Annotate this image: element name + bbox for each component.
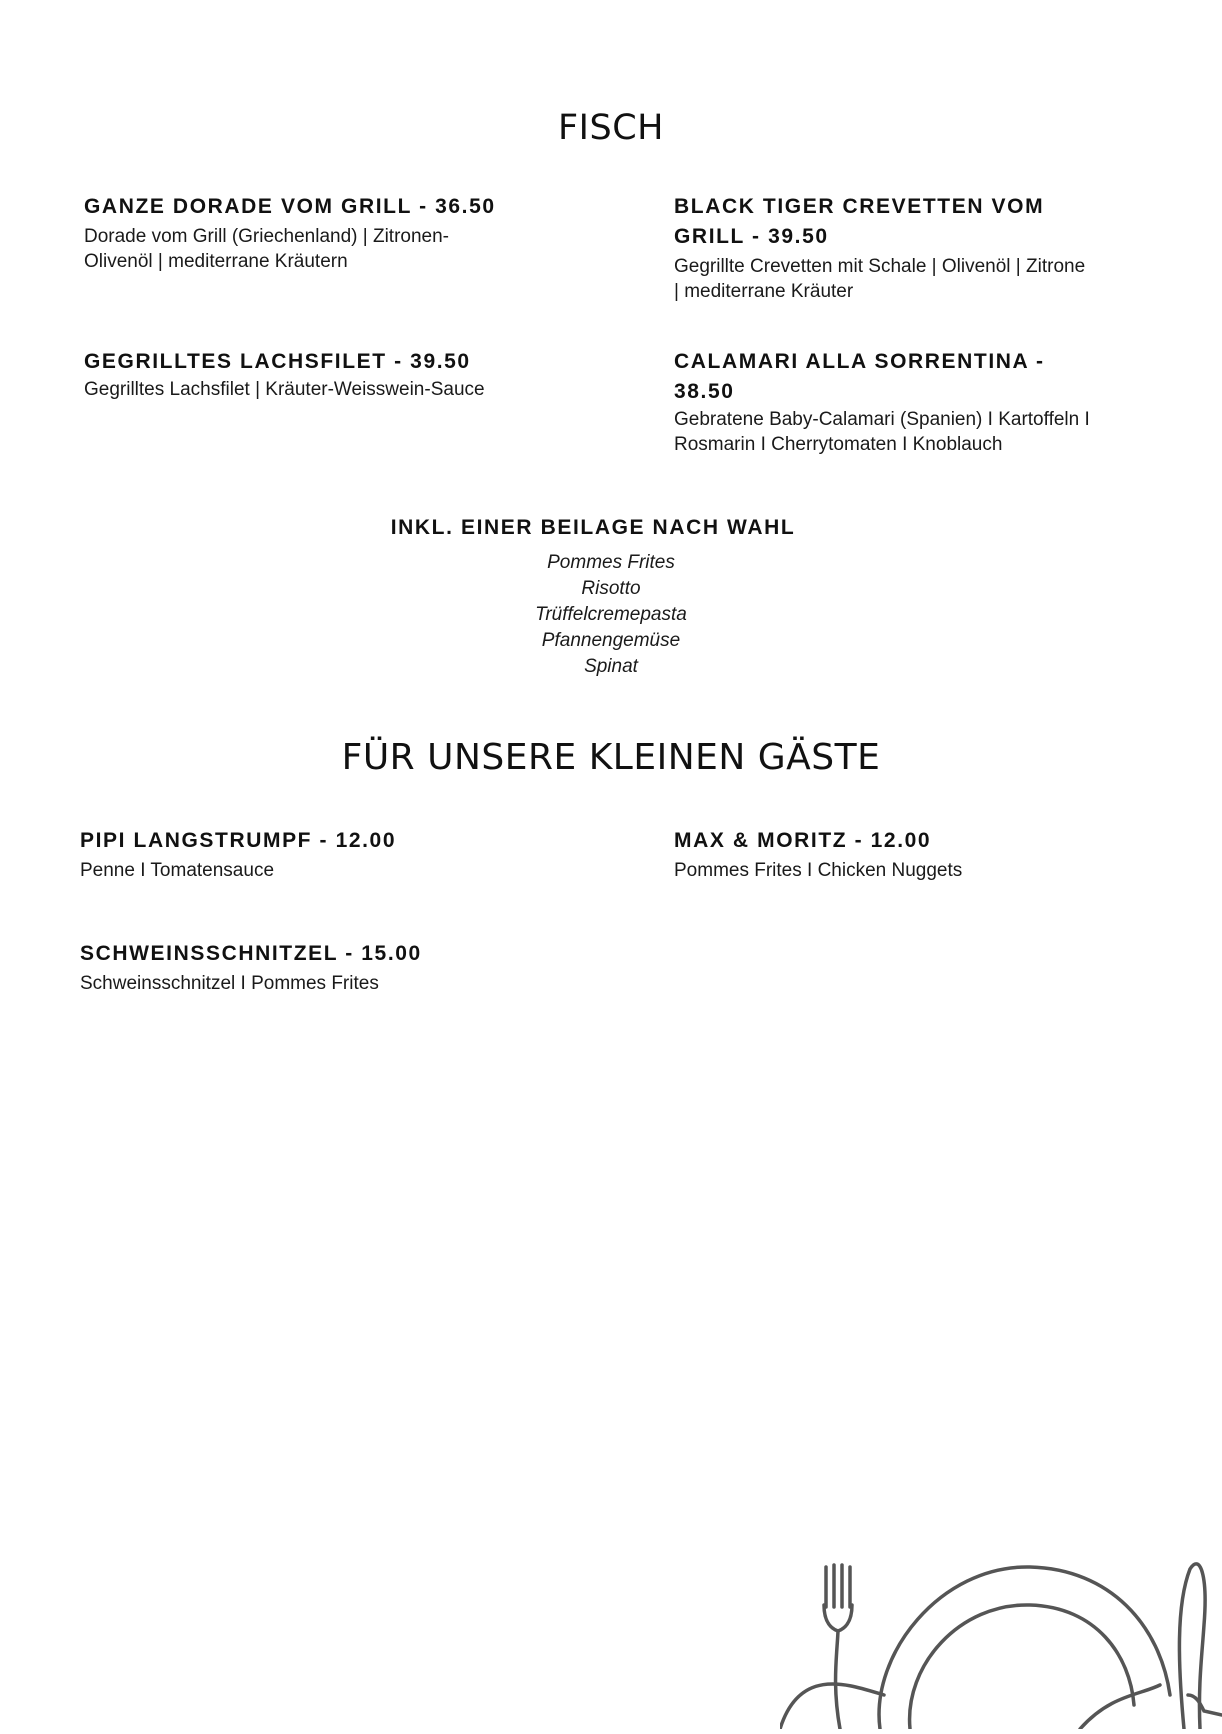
item-description: Penne I Tomatensauce bbox=[80, 860, 275, 881]
item-description: Dorade vom Grill (Griechenland) | Zitronen-Olivenöl | mediterrane Kräutern bbox=[84, 226, 450, 272]
item-name: SCHWEINSSCHNITZEL - 15.00 bbox=[80, 942, 422, 965]
side-dish-list bbox=[0, 550, 1222, 680]
item-description: Gebratene Baby-Calamari (Spanien) I Kartoffeln I Rosmarin I Cherrytomaten I Knoblauch bbox=[674, 409, 1090, 455]
item-name: MAX & MORITZ - 12.00 bbox=[674, 829, 932, 852]
menu-item-lachsfilet bbox=[84, 347, 504, 402]
section-title-kids: FÜR UNSERE KLEINEN GÄSTE bbox=[341, 737, 881, 778]
item-name: PIPI LANGSTRUMPF - 12.00 bbox=[80, 829, 397, 852]
side-dish-title: INKL. EINER BEILAGE NACH WAHL bbox=[390, 516, 796, 539]
side-dish-option: Spinat bbox=[584, 656, 638, 677]
item-name: BLACK TIGER CREVETTEN VOM GRILL - 39.50 bbox=[674, 195, 1045, 248]
menu-item-crevetten bbox=[674, 192, 1094, 304]
item-name: GANZE DORADE VOM GRILL - 36.50 bbox=[84, 195, 496, 218]
side-dish-option: Risotto bbox=[581, 578, 641, 599]
item-description: Gegrilltes Lachsfilet | Kräuter-Weisswein-Sauce bbox=[84, 379, 485, 400]
item-description: Gegrillte Crevetten mit Schale | Olivenöl | Zitrone | mediterrane Kräuter bbox=[674, 256, 1086, 302]
side-dish-section bbox=[0, 516, 1222, 680]
item-description: Schweinsschnitzel I Pommes Frites bbox=[80, 973, 379, 994]
section-title-fisch: FISCH bbox=[558, 108, 664, 148]
side-dish-option: Pfannengemüse bbox=[541, 630, 681, 651]
plate-fork-knife-icon bbox=[780, 1545, 1222, 1729]
menu-item-dorade bbox=[84, 192, 504, 274]
item-name: CALAMARI ALLA SORRENTINA - 38.50 bbox=[674, 350, 1045, 403]
menu-item-schweinsschnitzel bbox=[80, 939, 520, 996]
side-dish-option: Pommes Frites bbox=[547, 552, 675, 573]
menu-item-calamari bbox=[674, 347, 1104, 457]
menu-item-pipi-langstrumpf bbox=[80, 826, 520, 883]
menu-item-max-moritz bbox=[674, 826, 1114, 883]
item-name: GEGRILLTES LACHSFILET - 39.50 bbox=[84, 350, 471, 373]
side-dish-option: Trüffelcremepasta bbox=[535, 604, 687, 625]
item-description: Pommes Frites I Chicken Nuggets bbox=[674, 860, 963, 881]
